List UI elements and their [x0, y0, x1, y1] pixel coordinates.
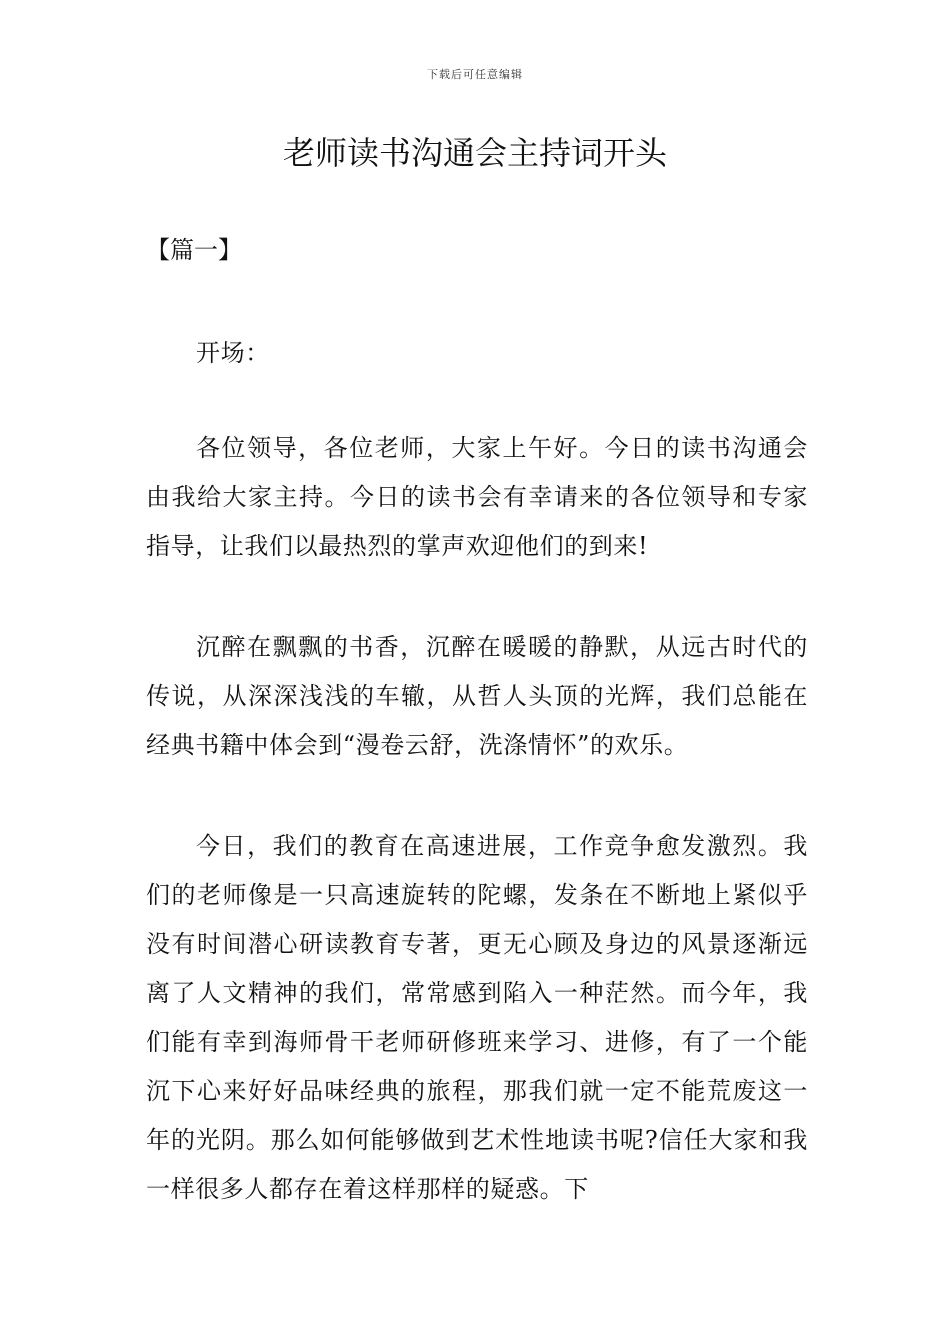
- paragraph: 今日，我们的教育在高速进展，工作竞争愈发激烈。我们的老师像是一只高速旋转的陀螺，发条在不断地上紧似乎没有时间潜心研读教育专著，更无心顾及身边的风景逐渐远离了人文精神的我们，常常感到陷入一种茫然。而今年，我们能有幸到海师骨干老师研修班来学习、进修，有了一个能沉下心来好好品味经典的旅程，那我们就一定不能荒废这一年的光阴。那么如何能够做到艺术性地读书呢?信任大家和我一样很多人都存在着这样那样的疑惑。下: [146, 832, 808, 1203]
- header-note: 下载后可任意编辑: [427, 68, 523, 81]
- document-title: 老师读书沟通会主持词开头: [282, 134, 667, 172]
- opening-label: 开场：: [196, 339, 270, 367]
- paragraph: 各位领导，各位老师，大家上午好。今日的读书沟通会由我给大家主持。今日的读书会有幸请来的各位领导和专家指导，让我们以最热烈的掌声欢迎他们的到来!: [146, 434, 808, 560]
- section-label: 【篇一】: [146, 236, 242, 264]
- paragraph: 沉醉在飘飘的书香，沉醉在暖暖的静默，从远古时代的传说，从深深浅浅的车辙，从哲人头顶的光辉，我们总能在经典书籍中体会到“漫卷云舒，洗涤情怀”的欢乐。: [146, 633, 808, 759]
